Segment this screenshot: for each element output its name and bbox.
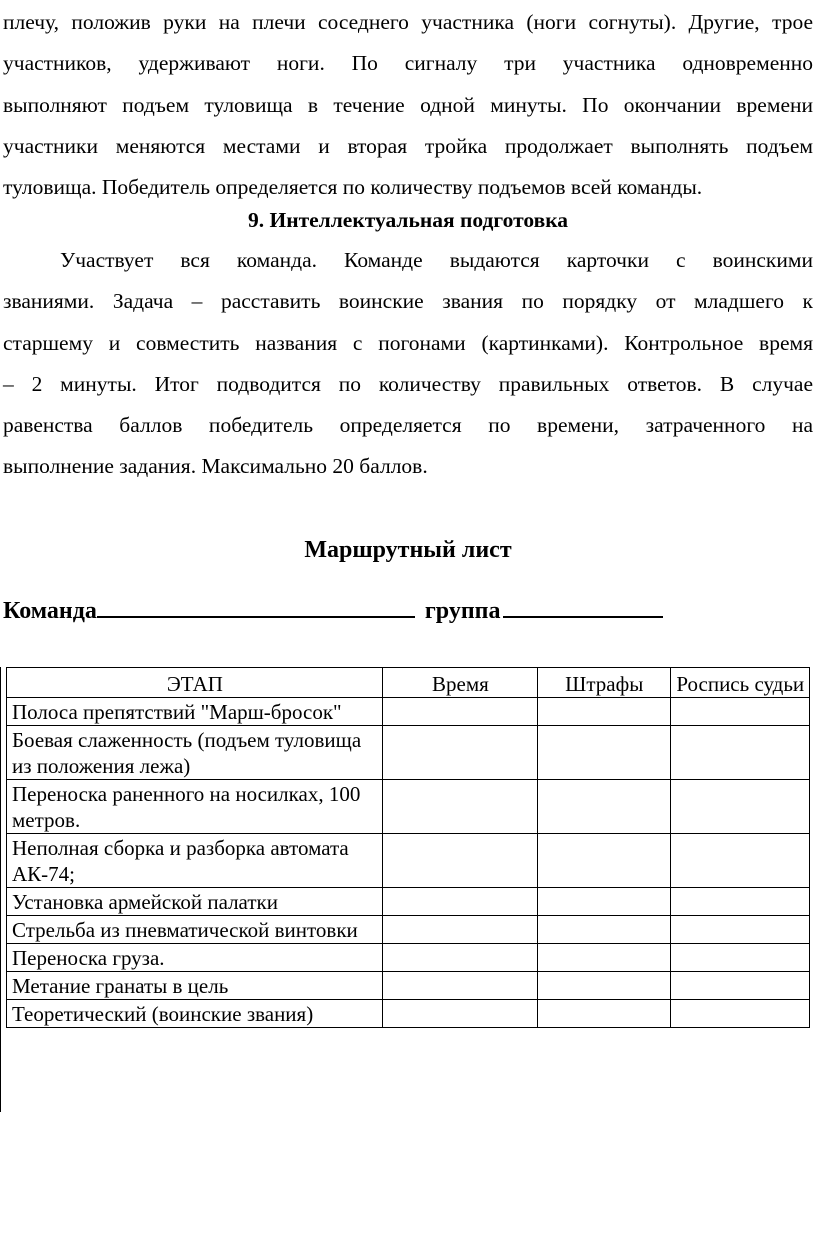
header-time: Время — [382, 668, 537, 698]
stage-cell: Установка армейской палатки — [7, 888, 383, 916]
stage-cell: Метание гранаты в цель — [7, 972, 383, 1000]
stage-cell: Неполная сборка и разборка автомата АК-74; — [7, 834, 383, 888]
text-line: – 2 минуты. Итог подводится по количеству правильных ответов. В случае — [3, 371, 813, 396]
table-row — [7, 698, 810, 726]
team-label: Команда — [3, 598, 97, 624]
penalties-cell[interactable] — [537, 698, 670, 726]
signature-cell[interactable] — [670, 698, 809, 726]
penalties-cell[interactable] — [537, 888, 670, 916]
stage-cell: Теоретический (воинские звания) — [7, 1000, 383, 1028]
signature-cell[interactable] — [670, 916, 809, 944]
text-line: равенства баллов победитель определяется по времени, затраченного на — [3, 413, 813, 438]
section-heading: 9. Интеллектуальная подготовка — [247, 208, 569, 232]
penalties-cell[interactable] — [537, 834, 670, 888]
table-header-row — [7, 668, 810, 698]
stage-cell: Переноска груза. — [7, 944, 383, 972]
penalties-cell[interactable] — [537, 1000, 670, 1028]
text-line: туловища. Победитель определяется по количеству подъемов всей команды. — [3, 175, 703, 200]
table-row — [7, 916, 810, 944]
group-blank-field[interactable] — [503, 592, 663, 618]
time-cell[interactable] — [382, 780, 537, 834]
signature-cell[interactable] — [670, 972, 809, 1000]
penalties-cell[interactable] — [537, 780, 670, 834]
signature-cell[interactable] — [670, 726, 809, 780]
table-row — [7, 888, 810, 916]
table-row — [7, 944, 810, 972]
group-label: группа — [424, 598, 501, 624]
penalties-cell[interactable] — [537, 944, 670, 972]
time-cell[interactable] — [382, 916, 537, 944]
text-line: плечу, положив руки на плечи соседнего участника (ноги согнуты). Другие, трое — [3, 10, 813, 34]
route-sheet-title: Маршрутный лист — [304, 537, 512, 563]
text-line: Участвует вся команда. Команде выдаются карточки с воинскими — [60, 248, 813, 272]
team-group-line — [3, 592, 663, 628]
paragraph-intellectual-training — [3, 240, 813, 488]
penalties-cell[interactable] — [537, 726, 670, 780]
signature-cell[interactable] — [670, 944, 809, 972]
penalties-cell[interactable] — [537, 916, 670, 944]
time-cell[interactable] — [382, 834, 537, 888]
stage-cell: Переноска раненного на носилках, 100 метров. — [7, 780, 383, 834]
time-cell[interactable] — [382, 1000, 537, 1028]
table-row — [7, 834, 810, 888]
text-line: старшему и совместить названия с погонами (картинками). Контрольное время — [3, 330, 813, 355]
time-cell[interactable] — [382, 726, 537, 780]
text-line: званиями. Задача – расставить воинские звания по порядку от младшего к — [3, 289, 813, 314]
stage-cell: Полоса препятствий "Марш-бросок" — [7, 698, 383, 726]
signature-cell[interactable] — [670, 834, 809, 888]
time-cell[interactable] — [382, 972, 537, 1000]
time-cell[interactable] — [382, 944, 537, 972]
penalties-cell[interactable] — [537, 972, 670, 1000]
stage-cell: Стрельба из пневматической винтовки — [7, 916, 383, 944]
route-sheet-table — [6, 667, 810, 1028]
text-line: участников, удерживают ноги. По сигналу три участника одновременно — [3, 51, 813, 76]
signature-cell[interactable] — [670, 780, 809, 834]
stage-cell: Боевая слаженность (подъем туловища из положения лежа) — [7, 726, 383, 780]
text-line: выполнение задания. Максимально 20 баллов. — [3, 454, 428, 479]
text-line: выполняют подъем туловища в течение одной минуты. По окончании времени — [3, 92, 813, 117]
text-line: участники меняются местами и вторая тройка продолжает выполнять подъем — [3, 133, 813, 158]
team-blank-field[interactable] — [97, 592, 415, 618]
header-stage: ЭТАП — [7, 668, 383, 698]
signature-cell[interactable] — [670, 888, 809, 916]
table-row — [7, 1000, 810, 1028]
header-penalties: Штрафы — [537, 668, 670, 698]
signature-cell[interactable] — [670, 1000, 809, 1028]
time-cell[interactable] — [382, 698, 537, 726]
table-row — [7, 726, 810, 780]
table-row — [7, 780, 810, 834]
table-row — [7, 972, 810, 1000]
header-judge-signature: Роспись судьи — [670, 668, 809, 698]
paragraph-exercise-description — [3, 2, 813, 208]
time-cell[interactable] — [382, 888, 537, 916]
